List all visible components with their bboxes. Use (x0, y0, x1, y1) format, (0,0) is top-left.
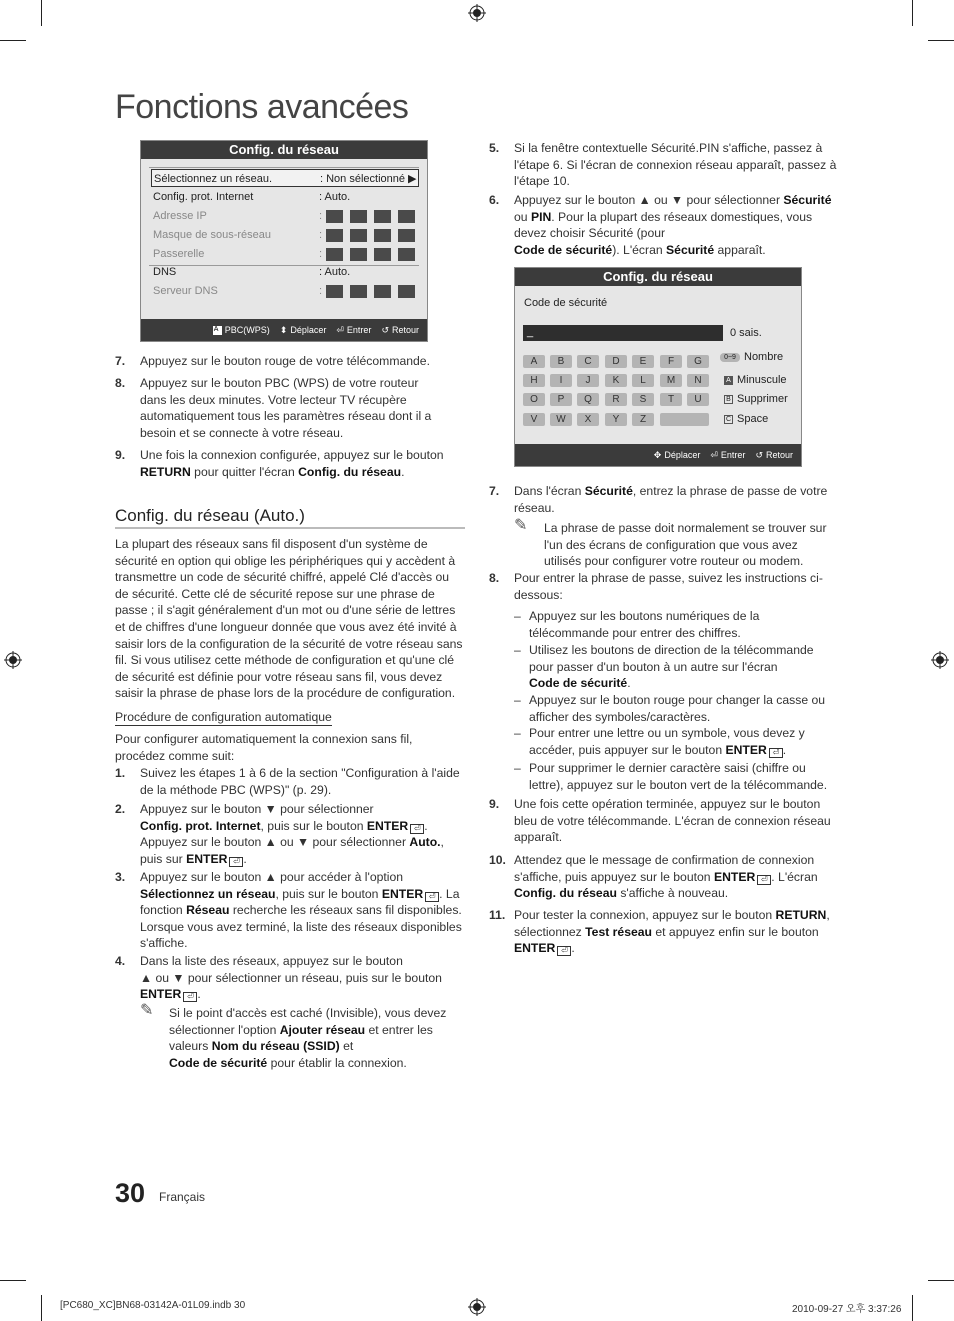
panel-footer (515, 444, 801, 466)
ip-address-row: Adresse IP : (151, 207, 419, 225)
delete-option[interactable]: B Supprimer (724, 393, 788, 405)
enter-hint: ⏎ Entrer (336, 324, 372, 335)
char-count: 0 sais. (730, 327, 762, 339)
key-l[interactable]: L (632, 374, 654, 387)
updown-arrow-icon: ⬍ (279, 324, 288, 335)
subheading: Procédure de configuration automatique (115, 710, 332, 724)
key-w[interactable]: W (550, 413, 572, 426)
key-t[interactable]: T (660, 393, 682, 406)
key-s[interactable]: S (632, 393, 654, 406)
step-number: 8. (489, 571, 500, 585)
key-space[interactable] (660, 413, 709, 426)
crop-mark (41, 1295, 42, 1321)
key-u[interactable]: U (687, 393, 709, 406)
bullet-text: Appuyez sur le bouton rouge pour changer la casse ou afficher des symboles/caractères. (529, 693, 826, 724)
crop-mark (928, 1280, 954, 1281)
step-number: 9. (489, 797, 500, 811)
key-p[interactable]: P (550, 393, 572, 406)
bullet-text: Pour entrer une lettre ou un symbole, vous devez y accéder, puis appuyer sur le bouton ENTER ⏎ . (529, 726, 805, 757)
key-a[interactable]: A (523, 355, 545, 368)
sub-intro: Pour configurer automatiquement la connexion sans fil, procédez comme suit: (115, 732, 413, 763)
key-x[interactable]: X (577, 413, 599, 426)
note-text: La phrase de passe doit normalement se trouver sur l'un des écrans de configuration que vous avez utilisés pour configurer votre routeur ou modem. (544, 521, 827, 569)
bullet-text: Utilisez les boutons de direction de la télécommande pour passer d'un bouton à un autre sur l'écran Code de sécurité. (529, 643, 814, 691)
bullet-dash: – (514, 643, 521, 657)
step-text: Appuyez sur le bouton ▲ pour accéder à l'option Sélectionnez un réseau, puis sur le bouton ENTER ⏎ . La fonction Réseau recherche les réseaux sans fil disponibles. Lorsque vous avez terminé, la liste des réseaux disponibles s'affiche. (140, 870, 462, 951)
enter-hint: ⏎ Entrer (710, 449, 746, 460)
page-language: Français (159, 1190, 206, 1204)
crop-mark (0, 1280, 26, 1281)
bullet-text: Pour supprimer le dernier caractère saisi (chiffre ou lettre), appuyez sur le bouton vert de la télécommande. (529, 761, 828, 792)
step-number: 1. (115, 766, 126, 780)
enter-icon: ⏎ (336, 324, 344, 335)
return-icon: ↺ (755, 449, 763, 460)
key-k[interactable]: K (605, 374, 627, 387)
step-text: Suivez les étapes 1 à 6 de la section "Configuration à l'aide de la méthode PBC (WPS)" (p. 29). (140, 766, 460, 797)
crop-mark (928, 40, 954, 41)
panel-footer (141, 319, 427, 341)
bullet-text: Appuyez sur les boutons numériques de la télécommande pour entrer des chiffres. (529, 609, 760, 640)
step-number: 9. (115, 448, 126, 462)
bullet-dash: – (514, 609, 521, 623)
crop-mark (912, 0, 913, 26)
step-number: 6. (489, 193, 500, 207)
key-d[interactable]: D (605, 355, 627, 368)
bullet-dash: – (514, 761, 521, 775)
space-option[interactable]: C Space (725, 413, 769, 425)
security-code-input[interactable]: _ (523, 325, 723, 341)
field-label: Code de sécurité (524, 297, 608, 309)
section-divider (115, 527, 465, 529)
step-number: 10. (489, 853, 506, 867)
move-hint: ⬍ Déplacer (279, 324, 327, 335)
step-number: 8. (115, 376, 126, 390)
subnet-mask-row: Masque de sous-réseau : (151, 226, 419, 244)
red-button-icon: A (724, 376, 733, 385)
key-i[interactable]: I (550, 374, 572, 387)
key-o[interactable]: O (523, 393, 545, 406)
number-option[interactable]: 0~9 Nombre (720, 351, 783, 363)
dns-server-row: Serveur DNS : (151, 282, 419, 300)
enter-icon: ⏎ (410, 824, 424, 834)
crop-mark (912, 1295, 913, 1321)
registration-mark-icon (4, 651, 22, 669)
return-hint: ↺ Retour (755, 449, 793, 460)
lowercase-option[interactable]: A Minuscule (724, 374, 787, 386)
page-title: Fonctions avancées (115, 88, 409, 126)
step-number: 11. (489, 908, 506, 922)
key-h[interactable]: H (523, 374, 545, 387)
step-text: Appuyez sur le bouton ▼ pour sélectionner Config. prot. Internet, puis sur le bouton ENTER ⏎ . Appuyez sur le bouton ▲ ou ▼ pour sélectionner Auto., puis sur ENTER ⏎ . (140, 802, 444, 866)
key-f[interactable]: F (660, 355, 682, 368)
key-z[interactable]: Z (632, 413, 654, 426)
key-g[interactable]: G (687, 355, 709, 368)
crop-mark (0, 40, 26, 41)
gateway-row: Passerelle : (151, 245, 419, 263)
step-text: Appuyez sur le bouton PBC (WPS) de votre routeur dans les deux minutes. Votre lecteur TV récupère automatiquement tous les paramètres réseau dont il a besoin et se connecte à votre réseau. (140, 376, 432, 440)
panel-header: Config. du réseau (515, 268, 801, 286)
key-q[interactable]: Q (577, 393, 599, 406)
key-e[interactable]: E (632, 355, 654, 368)
move-hint: ✥ Déplacer (653, 449, 701, 460)
step-text: Pour tester la connexion, appuyez sur le bouton RETURN, sélectionnez Test réseau et appuyez enfin sur le bouton ENTER ⏎ . (514, 908, 830, 956)
key-y[interactable]: Y (605, 413, 627, 426)
select-network-row[interactable]: Sélectionnez un réseau. : Non sélectionné ▶ (151, 169, 419, 187)
enter-icon: ⏎ (229, 857, 243, 867)
section-title: Config. du réseau (Auto.) (115, 506, 305, 525)
registration-mark-icon (468, 4, 486, 22)
step-text: Appuyez sur le bouton ▲ ou ▼ pour sélectionner Sécurité ou PIN. Pour la plupart des réseaux domestiques, vous devez choisir Sécurité (pour Code de sécurité). L'écran Sécurité apparaît. (514, 193, 832, 257)
pbc-hint: A PBC(WPS) (213, 325, 270, 335)
return-icon: ↺ (381, 324, 389, 335)
registration-mark-icon (931, 651, 949, 669)
note-text: Si le point d'accès est caché (Invisible), vous devez sélectionner l'option Ajouter réseau et entrer les valeurs Nom du réseau (SSID) et Code de sécurité pour établir la connexion. (169, 1006, 447, 1070)
print-file-info: [PC680_XC]BN68-03142A-01L09.indb 30 (60, 1300, 246, 1311)
key-n[interactable]: N (687, 374, 709, 387)
bullet-dash: – (514, 693, 521, 707)
step-text: Attendez que le message de confirmation de connexion s'affiche, puis appuyez sur le bouton ENTER ⏎ . L'écran Config. du réseau s'affiche à nouveau. (514, 853, 818, 901)
crop-mark (41, 0, 42, 26)
network-config-panel (140, 140, 428, 342)
enter-icon: ⏎ (757, 875, 771, 885)
enter-icon: ⏎ (425, 892, 439, 902)
note-pencil-icon: ✎ (140, 1002, 154, 1019)
yellow-button-icon: C (725, 415, 732, 423)
bullet-dash: – (514, 726, 521, 740)
return-hint: ↺ Retour (381, 324, 419, 335)
step-text: Une fois cette opération terminée, appuyez sur le bouton bleu de votre télécommande. L'écran de connexion réseau apparaît. (514, 797, 831, 845)
key-c[interactable]: C (577, 355, 599, 368)
internet-protocol-row[interactable]: Config. prot. Internet : Auto. (153, 191, 351, 203)
enter-icon: ⏎ (769, 748, 783, 758)
step-text: Appuyez sur le bouton rouge de votre télécommande. (140, 354, 430, 368)
key-v[interactable]: V (523, 413, 545, 426)
intro-paragraph: La plupart des réseaux sans fil disposent d'un système de sécurité en option qui oblige les périphériques qui y accèdent à transmettre un code de sécurité chiffré, appelé Clé d'accès ou de sécurité. Cette clé de sécurité repose sur une phrase de passe ; il s'agit généralement d'un mot ou d'une série de lettres et de chiffres d'une longueur donnée que vous avez été invité à saisir lors de la configuration de la sécurité de votre réseau sans fil. Si vous utilisez cette méthode de configuration et qu'une clé de sécurité est définie pour votre réseau sans fil, vous devez saisir la phrase de phase lors de la procédure de configuration. (115, 537, 463, 701)
step-text: Dans l'écran Sécurité, entrez la phrase de passe de votre réseau. (514, 484, 828, 515)
red-button-icon: A (213, 326, 222, 335)
step-text: Dans la liste des réseaux, appuyez sur le bouton ▲ ou ▼ pour sélectionner un réseau, puis sur le bouton ENTER ⏎ . (140, 954, 442, 1002)
green-button-icon: B (724, 395, 733, 404)
key-r[interactable]: R (605, 393, 627, 406)
enter-icon: ⏎ (710, 449, 718, 460)
key-b[interactable]: B (550, 355, 572, 368)
four-way-arrow-icon: ✥ (653, 449, 662, 460)
step-number: 7. (489, 484, 500, 498)
key-j[interactable]: J (577, 374, 599, 387)
step-number: 2. (115, 802, 126, 816)
step-number: 5. (489, 141, 500, 155)
registration-mark-icon (468, 1298, 486, 1316)
note-pencil-icon: ✎ (514, 517, 528, 534)
key-m[interactable]: M (660, 374, 682, 387)
security-code-panel (514, 267, 802, 467)
step-text: Pour entrer la phrase de passe, suivez les instructions ci-dessous: (514, 571, 823, 602)
step-number: 3. (115, 870, 126, 884)
step-number: 7. (115, 354, 126, 368)
step-text: Une fois la connexion configurée, appuyez sur le bouton RETURN pour quitter l'écran Config. du réseau. (140, 448, 444, 479)
page-number: 30 (115, 1178, 146, 1208)
step-number: 4. (115, 954, 126, 968)
panel-header: Config. du réseau (141, 141, 427, 159)
print-date-info: 2010-09-27 오후 3:37:26 (792, 1304, 902, 1315)
dns-row[interactable]: DNS : Auto. (153, 266, 351, 278)
number-key-icon: 0~9 (720, 353, 740, 362)
enter-icon: ⏎ (557, 946, 571, 956)
step-text: Si la fenêtre contextuelle Sécurité.PIN s'affiche, passez à l'étape 6. Si l'écran de connexion réseau apparaît, passez à l'étape 10. (514, 141, 837, 189)
enter-icon: ⏎ (183, 992, 197, 1002)
